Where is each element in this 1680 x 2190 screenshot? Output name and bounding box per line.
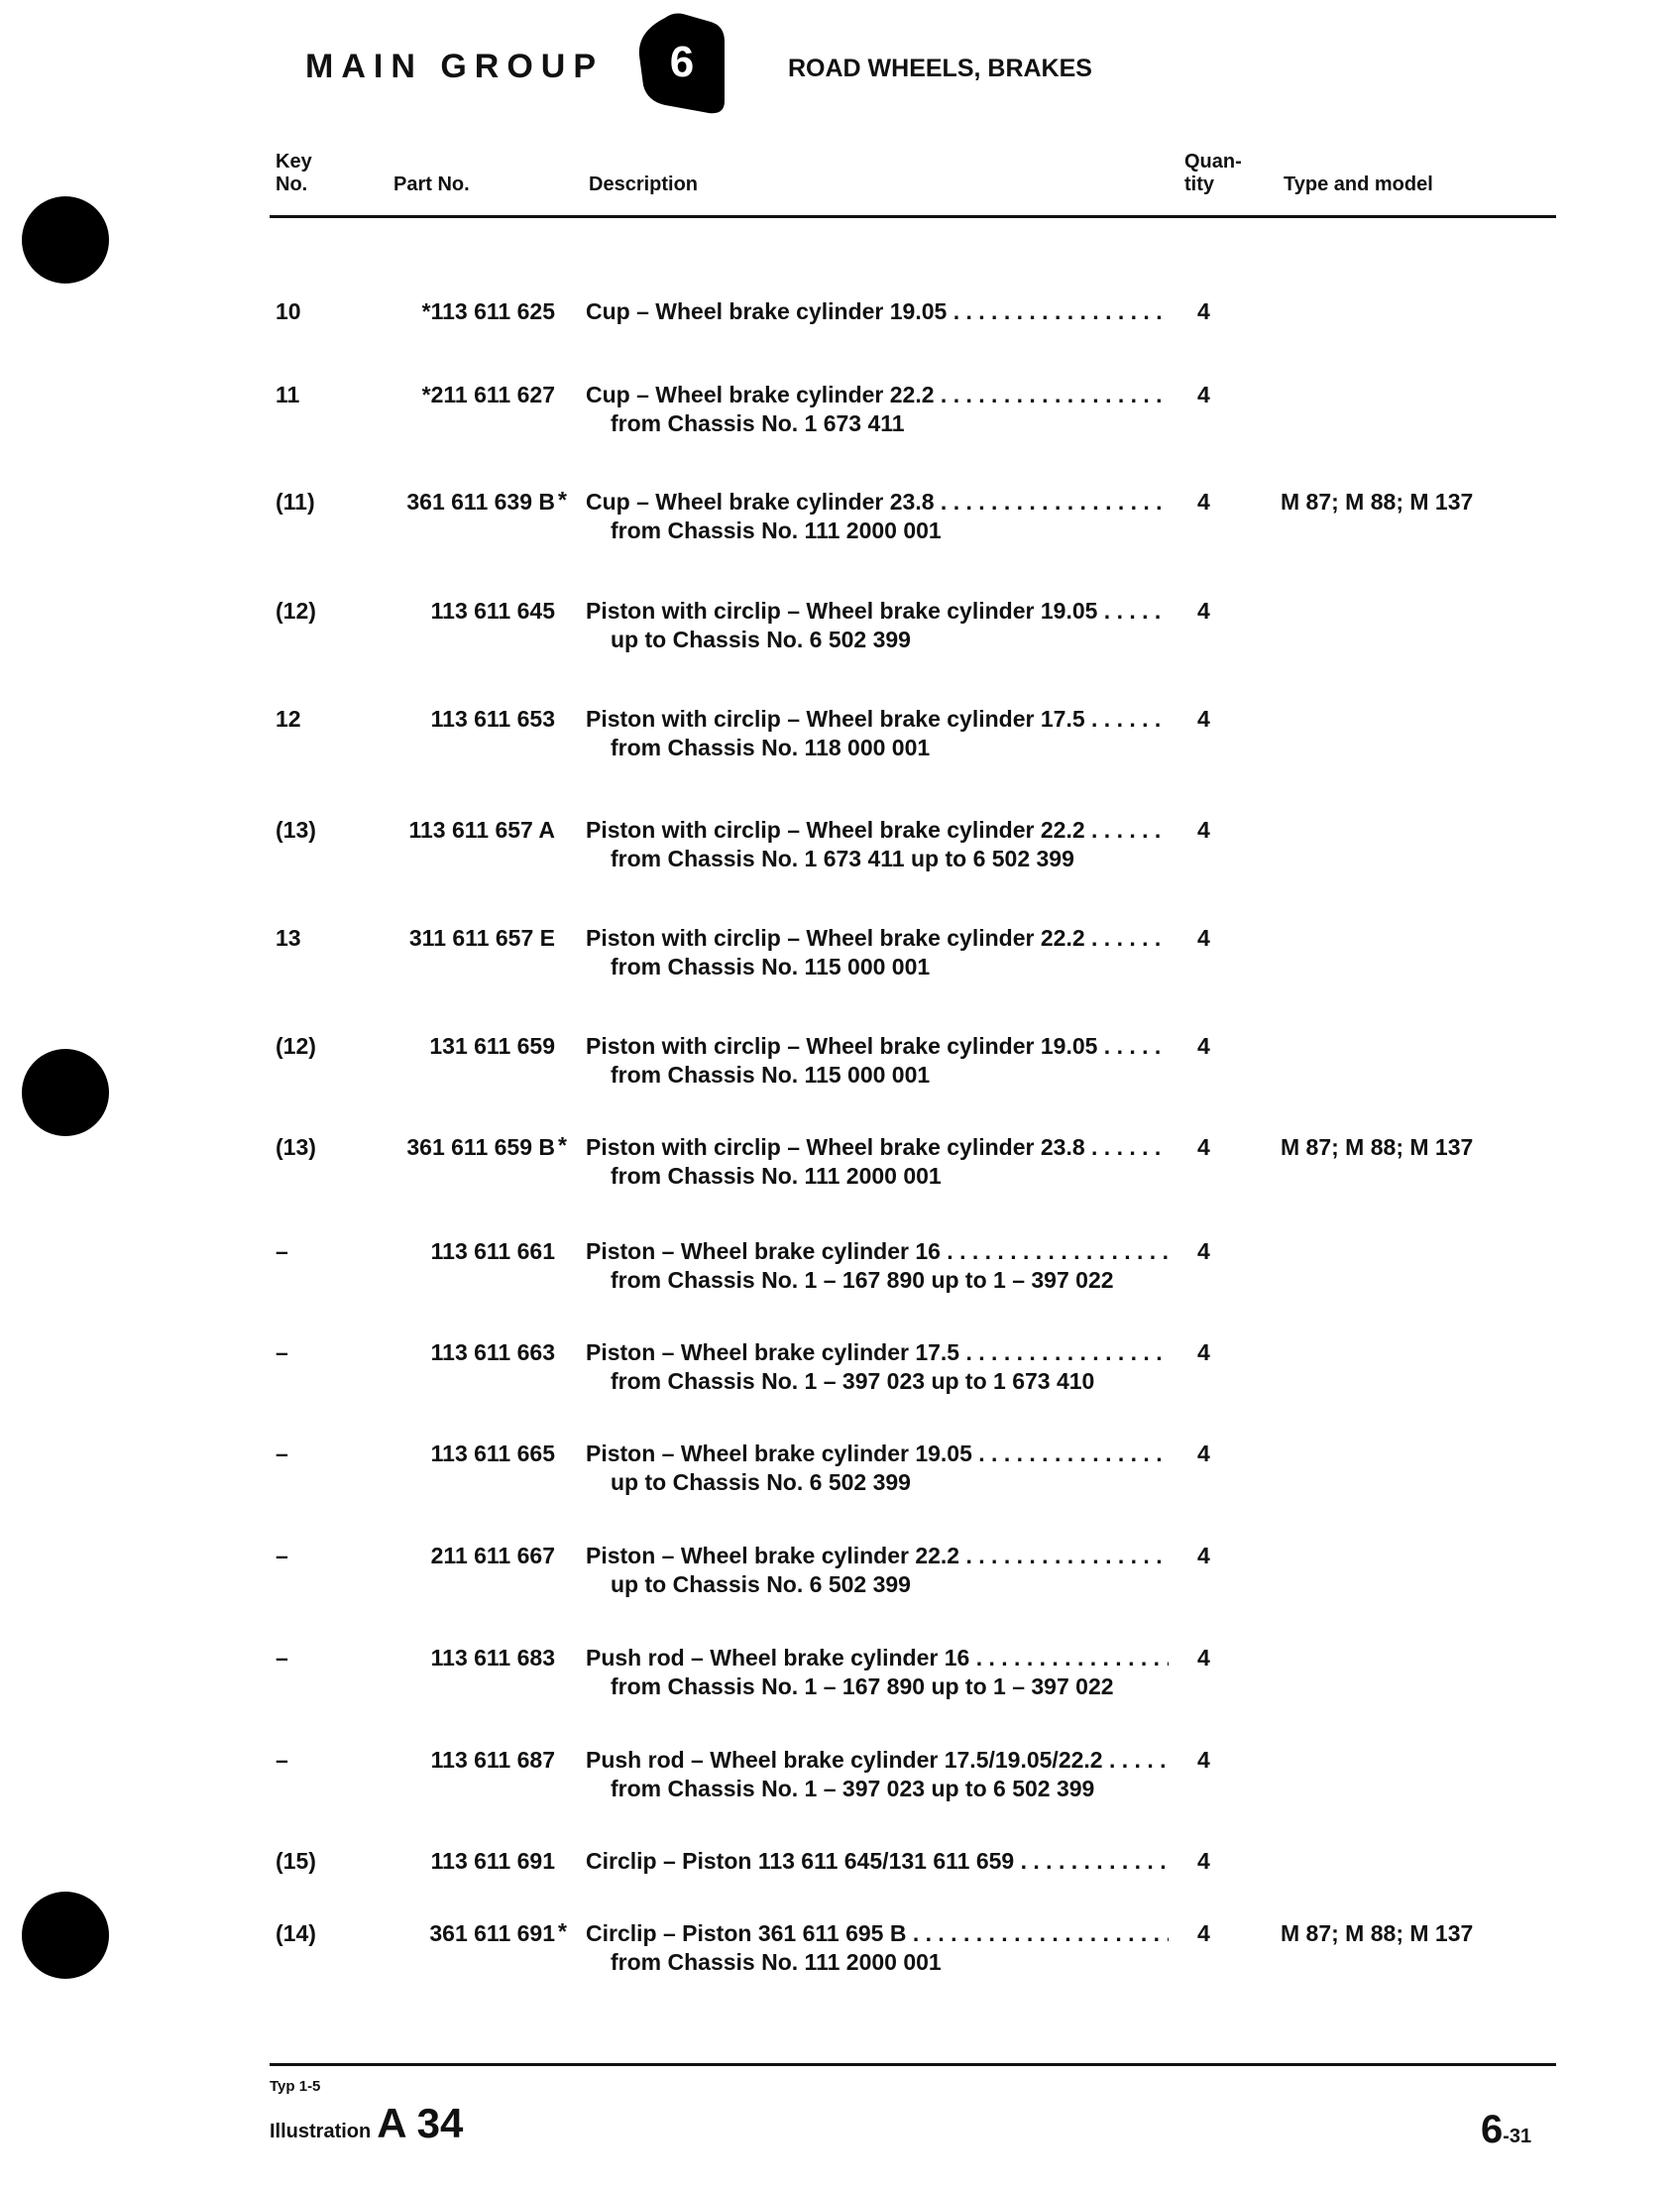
illustration-number: A 34 bbox=[377, 2100, 464, 2146]
description-note: from Chassis No. 111 2000 001 bbox=[611, 518, 942, 543]
table-row bbox=[0, 1848, 1680, 1917]
description: Piston with circlip – Wheel brake cylinder 22.2 . . . bbox=[586, 925, 1169, 954]
table-row bbox=[0, 298, 1680, 368]
quantity: 4 bbox=[1197, 1848, 1210, 1874]
key-number: – bbox=[276, 1441, 288, 1466]
quantity: 4 bbox=[1197, 1238, 1210, 1264]
key-number: – bbox=[276, 1645, 288, 1671]
part-number: 113 611 653 bbox=[430, 706, 555, 732]
asterisk-marker: * bbox=[558, 1132, 567, 1158]
col-header-qty-line2: tity bbox=[1184, 173, 1214, 195]
table-row bbox=[0, 1645, 1680, 1714]
binder-hole bbox=[22, 196, 109, 284]
description: Piston with circlip – Wheel brake cylinder 23.8 . . . bbox=[586, 1134, 1169, 1163]
description-note: up to Chassis No. 6 502 399 bbox=[611, 627, 911, 652]
page-number-sub: -31 bbox=[1503, 2126, 1532, 2147]
quantity: 4 bbox=[1197, 1033, 1210, 1059]
quantity: 4 bbox=[1197, 298, 1210, 324]
quantity: 4 bbox=[1197, 1339, 1210, 1365]
key-number: – bbox=[276, 1543, 288, 1568]
illustration-reference bbox=[270, 2100, 463, 2147]
key-number: (15) bbox=[276, 1848, 316, 1874]
part-number: 311 611 657 E bbox=[408, 925, 555, 951]
description-note: up to Chassis No. 6 502 399 bbox=[611, 1469, 911, 1495]
description-note: from Chassis No. 1 – 397 023 up to 6 502 399 bbox=[611, 1776, 1095, 1801]
quantity: 4 bbox=[1197, 1645, 1210, 1671]
key-number: 13 bbox=[276, 925, 301, 951]
quantity: 4 bbox=[1197, 382, 1210, 407]
description-note: from Chassis No. 111 2000 001 bbox=[611, 1163, 942, 1189]
quantity: 4 bbox=[1197, 817, 1210, 843]
group-number-badge bbox=[637, 12, 727, 117]
key-number: – bbox=[276, 1238, 288, 1264]
type-model: M 87; M 88; M 137 bbox=[1281, 1134, 1474, 1160]
part-number: 361 611 639 B bbox=[406, 489, 555, 515]
asterisk-marker: * bbox=[558, 1918, 567, 1944]
main-group-label: MAIN GROUP bbox=[305, 48, 604, 85]
part-number: 113 611 645 bbox=[430, 598, 555, 624]
quantity: 4 bbox=[1197, 1747, 1210, 1773]
part-number: *211 611 627 bbox=[421, 382, 555, 407]
key-number: – bbox=[276, 1747, 288, 1773]
footer-type: Typ 1-5 bbox=[270, 2078, 321, 2095]
type-model: M 87; M 88; M 137 bbox=[1281, 1920, 1474, 1946]
group-number: 6 bbox=[669, 38, 695, 86]
col-header-key bbox=[276, 151, 312, 196]
table-row bbox=[0, 925, 1680, 994]
table-row bbox=[0, 489, 1680, 558]
quantity: 4 bbox=[1197, 1543, 1210, 1568]
description-note: from Chassis No. 1 – 167 890 up to 1 – 397 022 bbox=[611, 1673, 1114, 1699]
table-row bbox=[0, 1920, 1680, 1990]
illustration-label: Illustration bbox=[270, 2121, 372, 2142]
description: Circlip – Piston 361 611 695 B . . . bbox=[586, 1920, 1169, 1949]
key-number: 11 bbox=[276, 382, 300, 407]
key-number: (12) bbox=[276, 598, 316, 624]
part-number: 113 611 663 bbox=[430, 1339, 555, 1365]
page-number bbox=[1481, 2108, 1531, 2152]
part-number: 113 611 665 bbox=[430, 1441, 555, 1466]
table-row bbox=[0, 1238, 1680, 1308]
part-number: 113 611 683 bbox=[430, 1645, 555, 1671]
description-note: from Chassis No. 1 673 411 bbox=[611, 410, 905, 436]
table-row bbox=[0, 1033, 1680, 1102]
part-number: 113 611 691 bbox=[430, 1848, 555, 1874]
part-number: 113 611 661 bbox=[430, 1238, 555, 1264]
col-header-key-line1: Key bbox=[276, 151, 312, 173]
table-row bbox=[0, 1543, 1680, 1612]
quantity: 4 bbox=[1197, 1441, 1210, 1466]
description-note: from Chassis No. 115 000 001 bbox=[611, 1062, 931, 1088]
col-header-qty-line1: Quan- bbox=[1184, 151, 1242, 173]
footer-rule bbox=[270, 2063, 1556, 2066]
table-row bbox=[0, 1441, 1680, 1510]
quantity: 4 bbox=[1197, 1920, 1210, 1946]
description-note: from Chassis No. 1 – 167 890 up to 1 – 397 022 bbox=[611, 1267, 1114, 1293]
description-note: from Chassis No. 115 000 001 bbox=[611, 954, 931, 980]
description-note: from Chassis No. 1 673 411 up to 6 502 399 bbox=[611, 846, 1074, 871]
section-title: ROAD WHEELS, BRAKES bbox=[788, 55, 1092, 82]
description: Piston – Wheel brake cylinder 16 . . . bbox=[586, 1238, 1169, 1267]
part-number: 131 611 659 bbox=[429, 1033, 555, 1059]
table-row bbox=[0, 382, 1680, 451]
description: Piston – Wheel brake cylinder 17.5 . . . bbox=[586, 1339, 1169, 1368]
col-header-description: Description bbox=[589, 173, 699, 195]
key-number: (14) bbox=[276, 1920, 316, 1946]
part-number: 211 611 667 bbox=[430, 1543, 555, 1568]
col-header-quantity bbox=[1184, 151, 1242, 196]
description: Cup – Wheel brake cylinder 22.2 . . . bbox=[586, 382, 1169, 410]
description-note: from Chassis No. 1 – 397 023 up to 1 673 410 bbox=[611, 1368, 1095, 1394]
description: Piston – Wheel brake cylinder 22.2 . . . bbox=[586, 1543, 1169, 1571]
col-header-type-model: Type and model bbox=[1284, 173, 1433, 195]
key-number: (12) bbox=[276, 1033, 316, 1059]
key-number: – bbox=[276, 1339, 288, 1365]
table-row bbox=[0, 598, 1680, 667]
type-model: M 87; M 88; M 137 bbox=[1281, 489, 1474, 515]
quantity: 4 bbox=[1197, 925, 1210, 951]
key-number: 12 bbox=[276, 706, 301, 732]
description: Push rod – Wheel brake cylinder 16 . . . bbox=[586, 1645, 1169, 1673]
description: Piston – Wheel brake cylinder 19.05 . . . bbox=[586, 1441, 1169, 1469]
quantity: 4 bbox=[1197, 489, 1210, 515]
description: Circlip – Piston 113 611 645/131 611 659 . . . bbox=[586, 1848, 1169, 1877]
quantity: 4 bbox=[1197, 598, 1210, 624]
description-note: from Chassis No. 118 000 001 bbox=[611, 735, 931, 760]
description: Piston with circlip – Wheel brake cylinder 22.2 . . . bbox=[586, 817, 1169, 846]
part-number: 361 611 659 B bbox=[406, 1134, 555, 1160]
col-header-key-line2: No. bbox=[276, 173, 308, 195]
table-row bbox=[0, 817, 1680, 886]
quantity: 4 bbox=[1197, 706, 1210, 732]
description-note: up to Chassis No. 6 502 399 bbox=[611, 1571, 911, 1597]
asterisk-marker: * bbox=[558, 487, 567, 513]
col-header-part-no: Part No. bbox=[393, 173, 470, 195]
key-number: (13) bbox=[276, 1134, 316, 1160]
description-note: from Chassis No. 111 2000 001 bbox=[611, 1949, 942, 1975]
part-number: *113 611 625 bbox=[421, 298, 555, 324]
part-number: 113 611 687 bbox=[430, 1747, 555, 1773]
description: Push rod – Wheel brake cylinder 17.5/19.05/22.2 . . . bbox=[586, 1747, 1169, 1776]
table-row bbox=[0, 1134, 1680, 1204]
description: Piston with circlip – Wheel brake cylinder 19.05 . . . bbox=[586, 598, 1169, 627]
table-row bbox=[0, 1747, 1680, 1816]
description: Cup – Wheel brake cylinder 19.05 . . . bbox=[586, 298, 1169, 327]
table-row bbox=[0, 706, 1680, 775]
description: Cup – Wheel brake cylinder 23.8 . . . bbox=[586, 489, 1169, 518]
quantity: 4 bbox=[1197, 1134, 1210, 1160]
part-number: 113 611 657 A bbox=[408, 817, 555, 843]
page-number-main: 6 bbox=[1481, 2108, 1504, 2151]
table-row bbox=[0, 1339, 1680, 1409]
key-number: (13) bbox=[276, 817, 316, 843]
description: Piston with circlip – Wheel brake cylinder 17.5 . . . bbox=[586, 706, 1169, 735]
key-number: (11) bbox=[276, 489, 315, 515]
key-number: 10 bbox=[276, 298, 301, 324]
description: Piston with circlip – Wheel brake cylinder 19.05 . . . bbox=[586, 1033, 1169, 1062]
part-number: 361 611 691 bbox=[429, 1920, 555, 1946]
header-rule bbox=[270, 215, 1556, 218]
